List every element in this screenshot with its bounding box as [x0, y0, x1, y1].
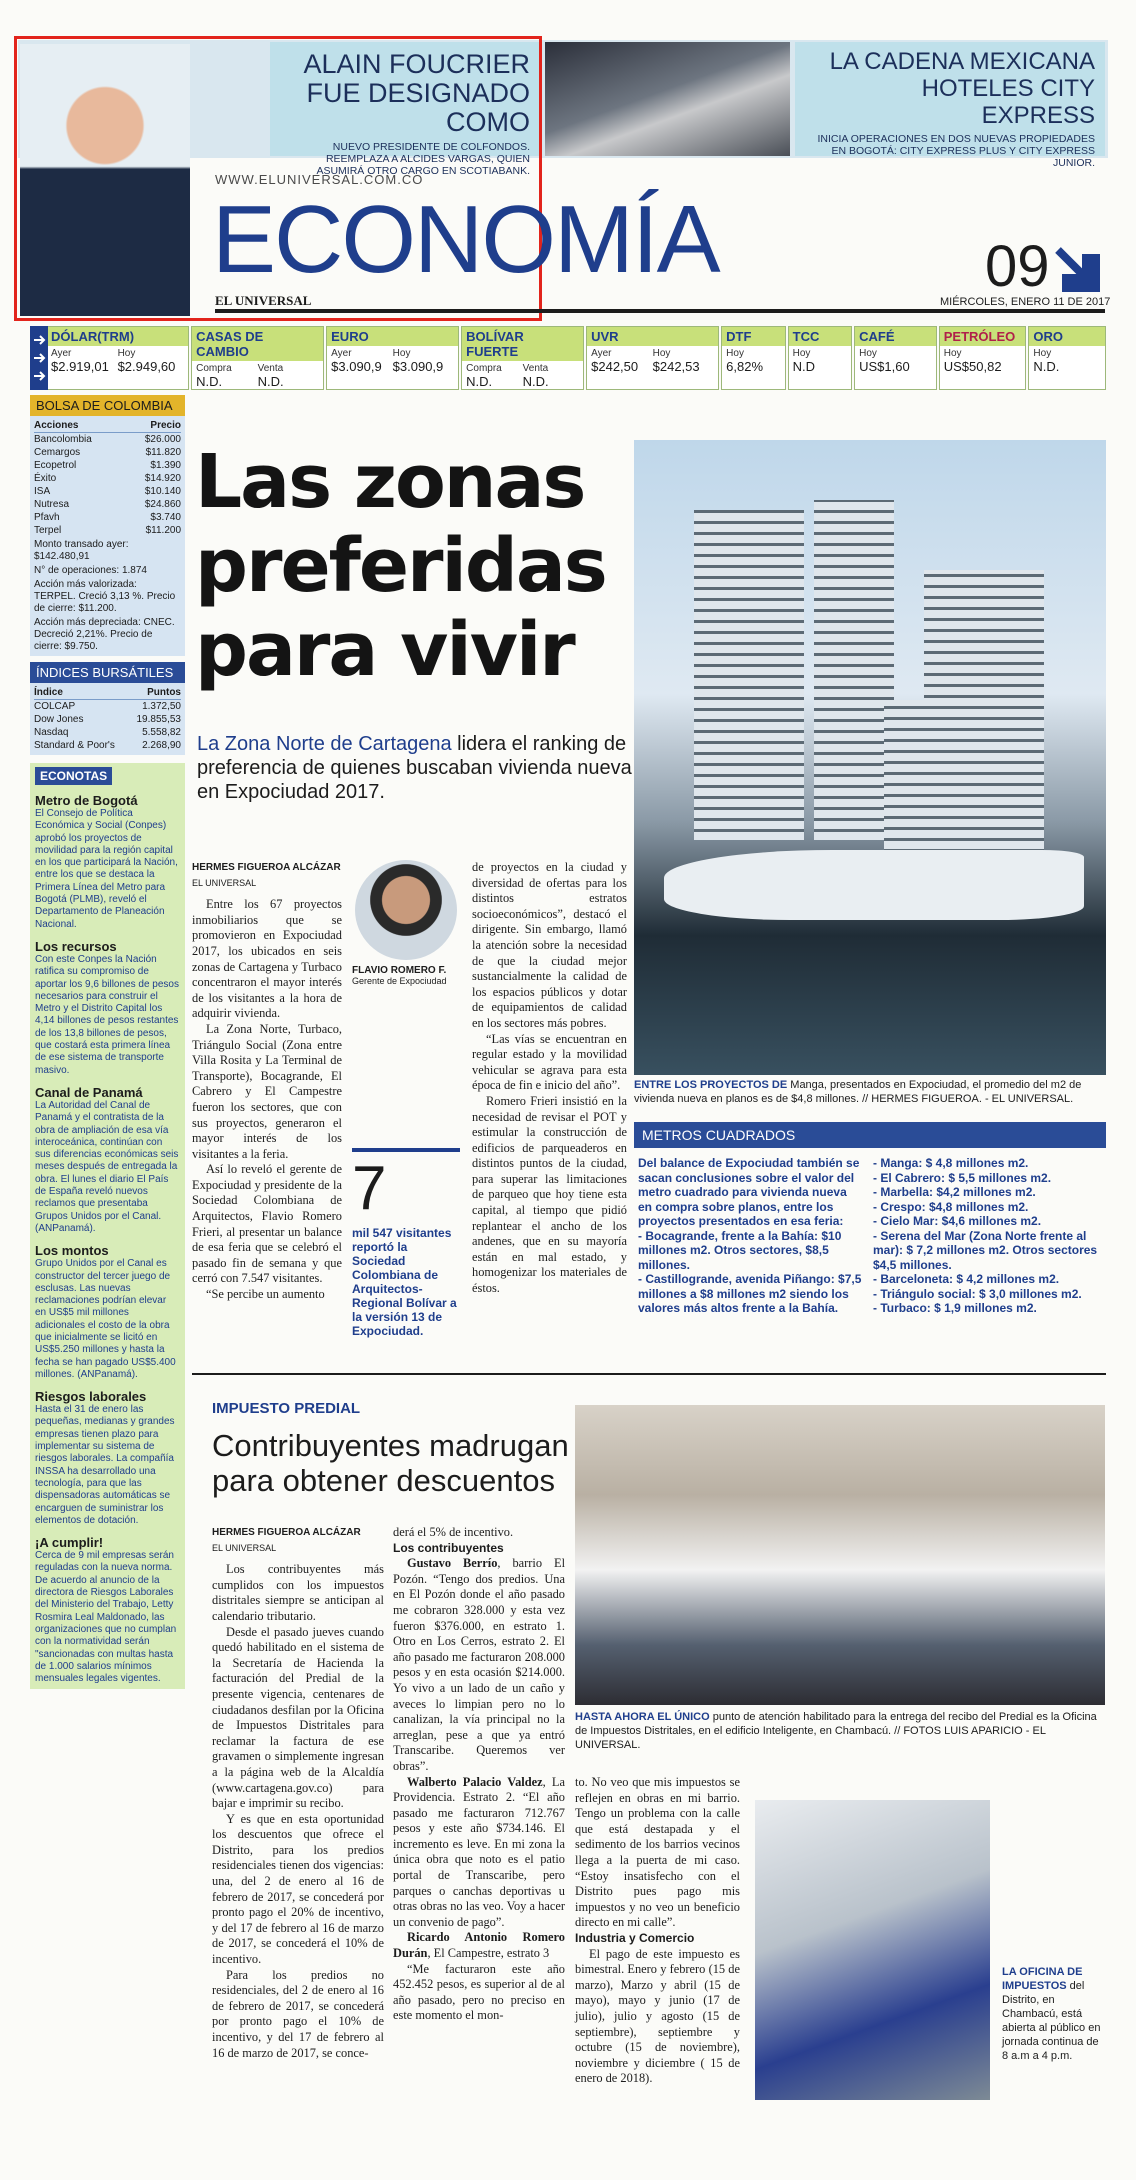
- metros-item: - Serena del Mar (Zona Norte frente al mar): $ 7,2 millones m2. Otros sectores $4,5 millones.: [873, 1228, 1098, 1272]
- indicator-value: $3.090,9: [331, 359, 382, 374]
- metros-item: - Turbaco: $ 1,9 millones m2.: [873, 1301, 1037, 1315]
- predial-column-1: [212, 1525, 384, 2061]
- indicator-label: Hoy: [652, 348, 671, 359]
- indicator-value: US$1,60: [859, 359, 910, 374]
- main-headline[interactable]: Las zonas preferidas para vivir: [195, 439, 606, 693]
- bolsa-col-precio: Precio: [150, 420, 181, 431]
- tax-office-photo: [575, 1405, 1105, 1705]
- table-row: COLCAP 1.372,50: [34, 701, 181, 712]
- paragraph: Así lo reveló el gerente de Expociudad y presidente de la Sociedad Colombiana de Arquitectos, Flavio Romero Frieri, al presentar un balance de esa feria que se celebró el pasado fin de semana y que cerró con 7.547 visitantes.: [192, 1162, 342, 1286]
- metros-item: - Triángulo social: $ 3,0 millones m2.: [873, 1286, 1082, 1301]
- table-row: Éxito $14.920: [34, 473, 181, 484]
- caption-lead: HASTA AHORA EL ÚNICO: [575, 1711, 710, 1723]
- marina-towers-photo: [634, 440, 1106, 1075]
- indicator-label: Hoy: [392, 348, 411, 359]
- main-photo-caption: [634, 1078, 1106, 1106]
- subheading: Industria y Comercio: [575, 1930, 695, 1945]
- indicator-value: $2.919,01: [51, 359, 109, 374]
- main-byline: HERMES FIGUEROA ALCÁZAR: [192, 862, 341, 873]
- table-row: Dow Jones 19.855,53: [34, 714, 181, 725]
- promo-city-express-title: LA CADENA MEXICANA HOTELES CITY EXPRESS: [829, 48, 1095, 129]
- subheading: Los contribuyentes: [393, 1540, 504, 1555]
- paragraph: Entre los 67 proyectos inmobiliarios que se promovieron en Expociudad 2017, los ubicados en seis zonas de Cartagena y Turbaco concentraron el mayor interés de los visitantes a la hora de adquirir vivienda.: [192, 897, 342, 1021]
- source-name: Walberto Palacio Valdez: [407, 1774, 543, 1789]
- promo-foucrier-title: ALAIN FOUCRIER FUE DESIGNADO COMO: [303, 49, 530, 137]
- caption-text: punto de atención habilitado para la entrega del recibo del Predial es la Oficina de Impuestos Distritales, en el edificio Inteligente, en Chambacú. // FOTOS LUIS APARICIO - EL UNIVERSAL.: [575, 1711, 1097, 1751]
- econota-title: Riesgos laborales: [35, 1389, 147, 1405]
- indicator-dolar: [30, 326, 189, 390]
- main-byline-org: EL UNIVERSAL: [192, 877, 257, 888]
- bolsa-col-acciones: Acciones: [34, 420, 79, 431]
- indicator-label: Venta: [257, 363, 284, 374]
- table-row: Terpel $11.200: [34, 525, 181, 536]
- indicator-petroleo: [939, 326, 1027, 390]
- metros-item: Del balance de Expociudad también se sacan conclusiones sobre el valor del metro cuadrado para vivienda nueva en compra sobre planos, entre los proyectos presentados en esa feria:: [638, 1156, 860, 1228]
- paragraph: Los contribuyentes más cumplidos con los impuestos distritales siempre se anticipan al calendario tributario.: [212, 1562, 384, 1623]
- promo-foucrier[interactable]: [270, 42, 540, 177]
- table-row: Nutresa $24.860: [34, 499, 181, 510]
- indicator-label: Hoy: [1033, 348, 1052, 359]
- table-row: Pfavh $3.740: [34, 512, 181, 523]
- indicator-dtf: [721, 326, 785, 390]
- bolsa-title: BOLSA DE COLOMBIA: [30, 395, 185, 416]
- metros-item: - Marbella: $4,2 millones m2.: [873, 1185, 1036, 1199]
- indices-col-indice: Índice: [34, 687, 63, 698]
- indicator-label: Hoy: [943, 348, 962, 359]
- section-divider: [192, 1373, 1106, 1375]
- paragraph: La Zona Norte, Turbaco, Triángulo Social (Zona entre Villa Rosita y La Terminal de Transporte), Bocagrande, El Cabrero y El Campestre fueron los sectores, que con sus proyectos, generaron el mayor interés de los visitantes a la feria.: [192, 1021, 342, 1161]
- issue-date: MIÉRCOLES, ENERO 11 DE 2017: [940, 296, 1111, 308]
- person-role: Gerente de Expociudad: [352, 976, 447, 986]
- taxpayer-woman-photo: [755, 1800, 990, 2100]
- predial-photo-caption: [575, 1710, 1105, 1752]
- page-number: 09: [985, 234, 1050, 299]
- paragraph: derá el 5% de incentivo.: [393, 1525, 514, 1539]
- predial-headline[interactable]: Contribuyentes madrugan para obtener descuentos: [212, 1428, 569, 1498]
- subhead-text: lidera el ranking de preferencia de quienes buscaban vivienda nueva en Expociudad 2017.: [197, 733, 632, 803]
- indicator-oro: [1028, 326, 1106, 390]
- metros-item: - Manga: $ 4,8 millones m2.: [873, 1156, 1029, 1170]
- indicator-tcc: [788, 326, 852, 390]
- left-rail: [30, 395, 185, 2105]
- table-row: Nasdaq 5.558,82: [34, 727, 181, 738]
- promo-city-express-text: INICIA OPERACIONES EN DOS NUEVAS PROPIEDADES EN BOGOTÁ: CITY EXPRESS PLUS Y CITY EXPRESS JUNIOR.: [817, 133, 1095, 169]
- metros-item: - Bocagrande, frente a la Bahía: $10 millones m2. Otros sectores, $8,5 millones.: [638, 1228, 842, 1272]
- predial-byline: HERMES FIGUEROA ALCÁZAR: [212, 1527, 361, 1538]
- stat-number: 7: [352, 1154, 387, 1223]
- hotel-lobby-photo: [545, 42, 790, 156]
- subhead-highlight: La Zona Norte de Cartagena: [197, 733, 452, 755]
- promo-city-express[interactable]: [795, 42, 1105, 169]
- indicator-name: TCC: [789, 327, 851, 346]
- indices-title: ÍNDICES BURSÁTILES: [30, 662, 185, 683]
- metros-item: - El Cabrero: $ 5,5 millones m2.: [873, 1170, 1052, 1185]
- econota-text: Hasta el 31 de enero las pequeñas, medianas y grandes empresas tienen plazo para implementar su sistema de riesgos laborales. La compañía INSSA ha desarrollado una tecnología, para que las dispensadoras automáticas se encarguen de suministrar los elementos de dotación.: [35, 1404, 175, 1526]
- table-row: Ecopetrol $1.390: [34, 460, 181, 471]
- indices-table: [30, 683, 185, 755]
- indicator-euro: [326, 326, 459, 390]
- indicator-label: Hoy: [859, 348, 877, 359]
- table-row: ISA $10.140: [34, 486, 181, 497]
- indicator-uvr: [586, 326, 719, 390]
- indicator-value: US$50,82: [943, 359, 1002, 374]
- bolsa-table: [30, 416, 185, 656]
- person-name: FLAVIO ROMERO F.: [352, 965, 447, 976]
- indicator-label: Compra: [466, 363, 502, 374]
- masthead-rule: [215, 309, 1105, 313]
- econota-title: Canal de Panamá: [35, 1084, 143, 1100]
- econota-text: Cerca de 9 mil empresas serán reguladas con la nueva norma. De acuerdo al anuncio de la directora de Riesgos Laborales del Ministerio del Trabajo, Letty Rosmira Leal Maldonado, las organizaciones que no cumplan con la normatividad serán "sancionadas con multas hasta de 1.000 salarios mínimos mensuales legales vigentes.: [35, 1550, 177, 1685]
- indicator-value: $2.949,60: [117, 359, 176, 374]
- econota-text: Grupo Unidos por el Canal es constructor del tercer juego de esclusas. Las nuevas reclamaciones podrían elevar en US$5 mil millones adicionales el costo de la obra que inicialmente se licitó en US$5.250 millones y hasta la fecha se han pagado US$5.400 millones. (ANPanamá).: [35, 1258, 176, 1380]
- caption-lead: ENTRE LOS PROYECTOS DE: [634, 1079, 788, 1091]
- caption-lead: LA OFICINA DE IMPUESTOS: [1002, 1966, 1083, 1992]
- paper-name: EL UNIVERSAL: [215, 293, 312, 308]
- main-column-2: [472, 860, 627, 1297]
- main-subhead: [197, 732, 637, 804]
- section-title: ECONOMÍA: [212, 186, 719, 293]
- predial-kicker: IMPUESTO PREDIAL: [212, 1400, 361, 1417]
- source-name: Gustavo Berrío: [407, 1556, 498, 1571]
- metros-title: METROS CUADRADOS: [634, 1122, 1106, 1148]
- indicator-name: DÓLAR(TRM): [47, 327, 188, 346]
- econota-title: Los montos: [35, 1243, 109, 1259]
- table-row: Cemargos $11.820: [34, 447, 181, 458]
- indicator-name: EURO: [327, 327, 458, 346]
- econota-text: El Consejo de Política Económica y Social (Conpes) aprobó los proyectos de movilidad para la región capital en los que participará la Nación, entre los que se destaca la Primera Línea del Metro para Bogotá (PLMB), reveló el Departamento de Planeación Nacional.: [35, 808, 178, 930]
- indicator-bolivar: [461, 326, 584, 390]
- main-column-1: [192, 860, 342, 1303]
- indicator-value: $242,50: [591, 359, 639, 374]
- table-row: Standard & Poor's 2.268,90: [34, 740, 181, 751]
- metros-cuadrados-box: [634, 1122, 1106, 1367]
- econotas-tag: ECONOTAS: [35, 767, 112, 785]
- flavio-romero-photo: [355, 860, 457, 960]
- executive-portrait-photo: [20, 44, 190, 316]
- bolsa-note: Acción más depreciada: CNEC. Decreció 2,21%. Precio de cierre: $9.750.: [34, 617, 175, 652]
- indicator-name: PETRÓLEO: [940, 327, 1026, 346]
- arrow-down-right-icon: [1052, 244, 1104, 294]
- paragraph: El pago de este impuesto es bimestral. Enero y febrero (15 de marzo), Marzo y abril (15 de mayo), mayo y junio (17 de julio), julio y agosto (15 de septiembre), septiembre y octubre (15 de noviembre), noviembre y diciembre ( 15 de enero de 2018).: [575, 1946, 740, 2086]
- indicator-arrows-icon: [30, 326, 48, 390]
- econota-title: Los recursos: [35, 938, 117, 954]
- bolsa-note: N° de operaciones: 1.874: [34, 565, 147, 576]
- paragraph: Gustavo Berrío, barrio El Pozón. “Tengo dos predios. Una en El Pozón donde el año pasado me cobraron 328.000 y esta vez fueron $376.000, en estrato 1. Otro en Los Cerros, estrato 2. El año pasado me facturaron 208.000 pesos y en esta ocasión $214.000. Yo vivo a un lado de un caño y aveces lo limpian pero no lo canalizan, la vía principal no la arreglan, pese a que ya entró Transcaribe. Queremos ver obras”.: [393, 1556, 566, 1773]
- paragraph: “Las vías se encuentran en regular estado y la movilidad vehicular se agrava para esta época de fin e inicio del año”.: [472, 1031, 627, 1093]
- indicator-cafe: [854, 326, 937, 390]
- paragraph: Romero Frieri insistió en la necesidad de revisar el POT y estimular la construcción de edificios de parqueaderos en distintos puntos de la ciudad, para superar las limitaciones de parqueo que hoy tiene esta capital, al tiempo que pidió replantear el ancho de los andenes, que en su mayoría están en mal estado, y homogenizar los materiales de éstos.: [472, 1093, 627, 1296]
- paragraph: to. No veo que mis impuestos se reflejen en obras en mi barrio. Tengo un problema con la calle que está destapada y el sedimento de los barrios vecinos llega a la puerta de mi caso. “Estoy insatisfecho con el Distrito pues pago mis impuestos y no veo un beneficio directo en mi calle”.: [575, 1775, 740, 1930]
- predial-column-3: [575, 1775, 740, 2087]
- indicator-label: Hoy: [726, 348, 744, 359]
- indices-col-puntos: Puntos: [147, 687, 181, 698]
- econotas: [30, 763, 185, 1689]
- indicator-value: N.D.: [1033, 359, 1060, 374]
- indicator-label: Ayer: [51, 348, 72, 359]
- indicator-name: CASAS DE CAMBIO: [192, 327, 323, 361]
- indicator-label: Hoy: [117, 348, 136, 359]
- indicator-value: 6,82%: [726, 359, 764, 374]
- paragraph: Desde el pasado jueves cuando quedó habilitado en el sistema de la Secretaría de Hacienda la facturación del Predial de la presente vigencia, centenares de ciudadanos desfilan por la Oficina de Impuestos Distritales para reclamar la factura de ese gravamen o simplemente ingresan a la página web de la Alcaldía (www.cartagena.gov.co) para bajar e imprimir su recibo.: [212, 1624, 384, 1811]
- indicator-value: $3.090,9: [392, 359, 444, 374]
- paragraph: Ricardo Antonio Romero Durán, El Campestre, estrato 3: [393, 1930, 565, 1961]
- indicator-value: N.D.: [257, 374, 284, 389]
- indicator-value: N.D.: [196, 374, 223, 389]
- paragraph: Y es que en esta oportunidad los descuentos que ofrece el Distrito, para los predios residenciales tienen dos vigencias: una, del 2 de enero al 16 de febrero de 2017, se concederá por pronto pago el 20% de incentivo, y del 17 de febrero al 16 de marzo de 2017, se concederá el 10% de incentivo.: [212, 1811, 384, 1967]
- paragraph: de proyectos en la ciudad y diversidad de ofertas para los distintos estratos socioeconómicos”, destacó el dirigente. Sin embargo, llamó la atención sobre la necesidad de que la ciudad mejor sustancialmente la calidad de los espacios públicos y dotar de equipamientos de calidad en los sectores más pobres.: [472, 860, 627, 1030]
- indicator-label: Ayer: [331, 348, 352, 359]
- econota-title: ¡A cumplir!: [35, 1535, 104, 1551]
- indicator-name: DTF: [722, 327, 784, 346]
- economic-indicators: [30, 326, 1106, 390]
- stat-text: mil 547 visitantes reportó la Sociedad Colombiana de Arquitectos-Regional Bolívar a la versión 13 de Expociudad.: [352, 1226, 457, 1338]
- indicator-value: $242,53: [652, 359, 700, 374]
- indicator-label: Compra: [196, 363, 232, 374]
- predial-byline-org: EL UNIVERSAL: [212, 1542, 277, 1553]
- indicator-value: N.D: [792, 359, 816, 374]
- caption-text: Manga, presentados en Expociudad, el promedio del m2 de vivienda nueva en planos es de $4,8 millones. // HERMES FIGUEROA. - EL UNIVERSAL.: [634, 1079, 1082, 1105]
- indicator-name: UVR: [587, 327, 718, 346]
- caption-text: del Distrito, en Chambacú, está abierta al público en jornada continua de 8 a.m a 4 p.m.: [1002, 1980, 1101, 2062]
- indicator-name: CAFÉ: [855, 327, 936, 346]
- indicator-casas-cambio: [191, 326, 324, 390]
- paragraph: Walberto Palacio Valdez, La Providencia. Estrato 2. “El año pasado me facturaron 712.767 pesos y este año $734.146. El incremento es leve. En mi zona la única obra que noto es el patio portal de Transcaribe, pero parques o canchas deportivas u otras obras no las veo. Voy a hacer un convenio de pago”.: [393, 1774, 565, 1929]
- indicator-value: N.D.: [466, 374, 493, 389]
- indicator-name: BOLÍVAR FUERTE: [462, 327, 583, 361]
- source-name: Ricardo Antonio Romero Durán: [393, 1930, 565, 1961]
- indicator-name: ORO: [1029, 327, 1105, 346]
- stat-rule: [352, 1148, 460, 1152]
- site-url[interactable]: WWW.ELUNIVERSAL.COM.CO: [215, 172, 424, 187]
- metros-item: - Crespo: $4,8 millones m2.: [873, 1199, 1029, 1214]
- paragraph: “Se percibe un aumento: [206, 1287, 325, 1302]
- paragraph: Para los predios no residenciales, del 2 de enero al 16 de febrero de 2017, se concederá por pronto pago el 10% de incentivo, y del 17 de febrero al 16 de marzo de 2017, se conce-: [212, 1967, 384, 2060]
- predial-column-2: [393, 1525, 565, 2024]
- woman-photo-caption: [1002, 1965, 1106, 2063]
- metros-item: - Barceloneta: $ 4,2 millones m2.: [873, 1272, 1060, 1286]
- metros-item: - Castillogrande, avenida Piñango: $7,5 millones a $8 millones m2 siendo los valores más altos frente a la Bahía.: [638, 1272, 862, 1315]
- table-row: Bancolombia $26.000: [34, 434, 181, 445]
- bolsa-note: Acción más valorizada: TERPEL. Creció 3,13 %. Precio de cierre: $11.200.: [34, 579, 176, 614]
- indicator-value: N.D.: [522, 374, 549, 389]
- person-caption: [352, 965, 472, 986]
- econota-text: Con este Conpes la Nación ratifica su compromiso de aportar los 9,6 billones de pesos necesarios para construir el Metro y el Distrito Capital los 4,14 billones de pesos restantes de los 13,8 billones de pesos, que costará esta primera línea de ese sistema de transporte masivo.: [35, 953, 179, 1076]
- promo-foucrier-text: NUEVO PRESIDENTE DE COLFONDOS. REEMPLAZA A ALCIDES VARGAS, QUIEN ASUMIRÁ OTRO CARGO EN SCOTIABANK.: [316, 141, 530, 177]
- paragraph: “Me facturaron este año 452.452 pesos, es superior al de al año pasado, pero no preciso en este momento el mon-: [393, 1961, 565, 2023]
- indicator-label: Hoy: [792, 348, 811, 359]
- econota-title: Metro de Bogotá: [35, 793, 138, 808]
- indicator-label: Venta: [522, 363, 549, 374]
- econota-text: La Autoridad del Canal de Panamá y el contratista de la obra de ampliación de esa vía interoceánica, continúan con sus diferencias económicas seis meses después de entregada la obra. El lunes el diario El País de España reveló nuevos reclamos que presentaba Grupos Unidos por el Canal. (ANPanamá).: [35, 1099, 179, 1234]
- indicator-label: Ayer: [591, 348, 612, 359]
- bolsa-note: Monto transado ayer: $142.480,91: [34, 539, 129, 562]
- metros-item: - Cielo Mar: $4,6 millones m2.: [873, 1214, 1042, 1228]
